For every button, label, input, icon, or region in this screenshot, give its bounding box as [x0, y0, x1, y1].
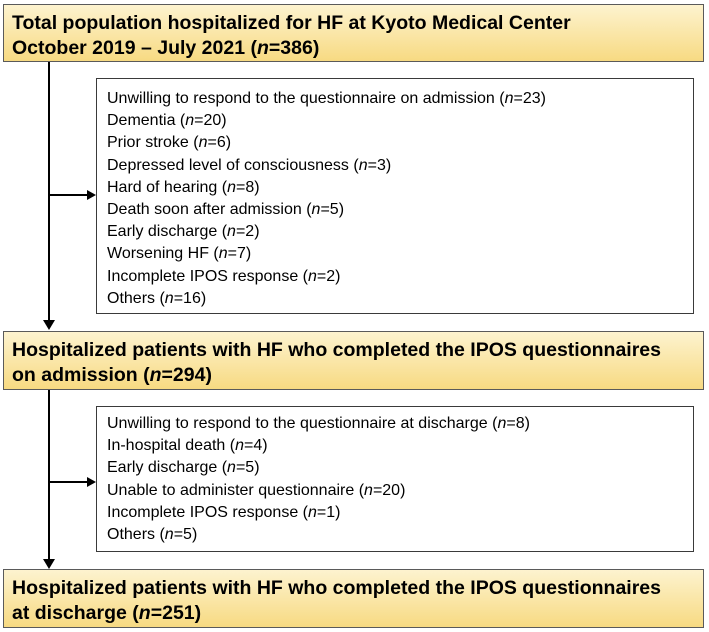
exclusion-item: [107, 266, 693, 288]
exclusion-item: [107, 132, 693, 154]
exclusion-item-n: n: [497, 415, 507, 432]
exclusion-item-n: n: [218, 245, 228, 263]
exclusion-item-value: =1): [316, 503, 341, 521]
exclusion-item-value: =4): [243, 437, 268, 455]
completed-discharge-box: [3, 569, 704, 628]
arrow-down-1: [43, 320, 55, 330]
exclusion-item-value: =6): [207, 134, 232, 152]
exclusion-item: [107, 199, 693, 221]
exclusion-item-n: n: [185, 112, 195, 130]
flow-line-2: [48, 390, 50, 560]
exclusion-item-label: Early discharge (: [107, 459, 228, 477]
exclusion-item-value: =23): [513, 90, 546, 107]
exclusion-item: [107, 524, 693, 546]
exclusion-item: [107, 243, 693, 265]
exclusion-item-n: n: [307, 267, 317, 285]
flow-line-1: [48, 62, 50, 320]
completed-admission-box: [3, 331, 704, 390]
exclusion-item: [107, 435, 693, 457]
exclusion-item-n: n: [504, 90, 514, 107]
exclusion-item-label: In-hospital death (: [107, 437, 236, 455]
exclusion-item-n: n: [227, 223, 236, 241]
exclusion-item: [107, 288, 693, 310]
exclusion-connector-1: [49, 194, 88, 196]
arrow-right-1: [87, 190, 96, 200]
exclusion-item-value: =5): [320, 201, 345, 219]
exclusion-item: [107, 457, 693, 479]
exclusion-item-label: Unwilling to respond to the questionnaire at discharge (: [107, 415, 498, 432]
completed-discharge-count: at discharge (n=251): [12, 602, 202, 624]
exclusion-item-value: =16): [173, 289, 207, 307]
exclusion-item: [107, 155, 693, 177]
exclusion-item-n: n: [198, 134, 208, 152]
exclusion-list-admission: [107, 88, 693, 310]
exclusion-item-label: Depressed level of consciousness (: [107, 156, 359, 174]
completed-admission-count: on admission (n=294): [12, 364, 212, 386]
exclusion-item-value: =20): [194, 112, 227, 130]
exclusion-item: [107, 480, 693, 502]
exclusion-item-value: =8): [235, 178, 260, 196]
exclusion-item-label: Unwilling to respond to the questionnaire on admission (: [107, 90, 505, 107]
exclusion-item-n: n: [364, 481, 373, 499]
completed-discharge-title: Hospitalized patients with HF who completed the IPOS questionnaires: [12, 577, 661, 599]
exclusion-connector-2: [49, 481, 88, 483]
exclusion-item-n: n: [227, 459, 236, 477]
exclusion-item-label: Incomplete IPOS response (: [107, 503, 308, 521]
exclusion-item: [107, 177, 693, 199]
exclusion-item-label: Early discharge (: [107, 223, 228, 241]
exclusion-item-value: =5): [173, 526, 198, 544]
exclusion-item-n: n: [307, 503, 317, 521]
exclusion-item-value: =5): [235, 459, 260, 477]
exclusion-item-label: Unable to administer questionnaire (: [107, 481, 365, 499]
total-population-count: October 2019 – July 2021 (n=386): [12, 37, 320, 59]
exclusion-item-n: n: [358, 156, 368, 174]
exclusion-item: [107, 88, 693, 110]
exclusion-item-n: n: [164, 289, 174, 307]
total-population-title: Total population hospitalized for HF at Kyoto Medical Center: [12, 12, 571, 34]
total-population-box: [3, 4, 704, 62]
exclusion-list-discharge: [107, 413, 693, 546]
exclusion-item: [107, 110, 693, 132]
exclusion-item: [107, 502, 693, 524]
exclusion-item-label: Death soon after admission (: [107, 201, 312, 219]
exclusion-item-label: Others (: [107, 289, 165, 307]
exclusion-item-n: n: [164, 526, 174, 544]
exclusion-box-admission: [96, 78, 694, 314]
exclusion-item-n: n: [227, 178, 236, 196]
exclusion-item-label: Dementia (: [107, 112, 186, 130]
exclusion-item-value: =7): [227, 245, 252, 263]
exclusion-box-discharge: [96, 406, 694, 552]
exclusion-item: [107, 221, 693, 243]
exclusion-item-n: n: [235, 437, 244, 455]
exclusion-item-value: =3): [367, 156, 392, 174]
completed-admission-title: Hospitalized patients with HF who completed the IPOS questionnaires: [12, 339, 661, 361]
arrow-right-2: [87, 477, 96, 487]
exclusion-item-label: Prior stroke (: [107, 134, 199, 152]
exclusion-item-value: =20): [372, 481, 406, 499]
exclusion-item-label: Incomplete IPOS response (: [107, 267, 308, 285]
exclusion-item-value: =2): [235, 223, 260, 241]
exclusion-item-label: Worsening HF (: [107, 245, 219, 263]
exclusion-item-label: Hard of hearing (: [107, 178, 228, 196]
exclusion-item-value: =2): [316, 267, 341, 285]
exclusion-item-label: Others (: [107, 526, 165, 544]
exclusion-item: [107, 413, 693, 435]
exclusion-item-n: n: [311, 201, 321, 219]
exclusion-item-value: =8): [506, 415, 530, 432]
arrow-down-2: [43, 559, 55, 569]
